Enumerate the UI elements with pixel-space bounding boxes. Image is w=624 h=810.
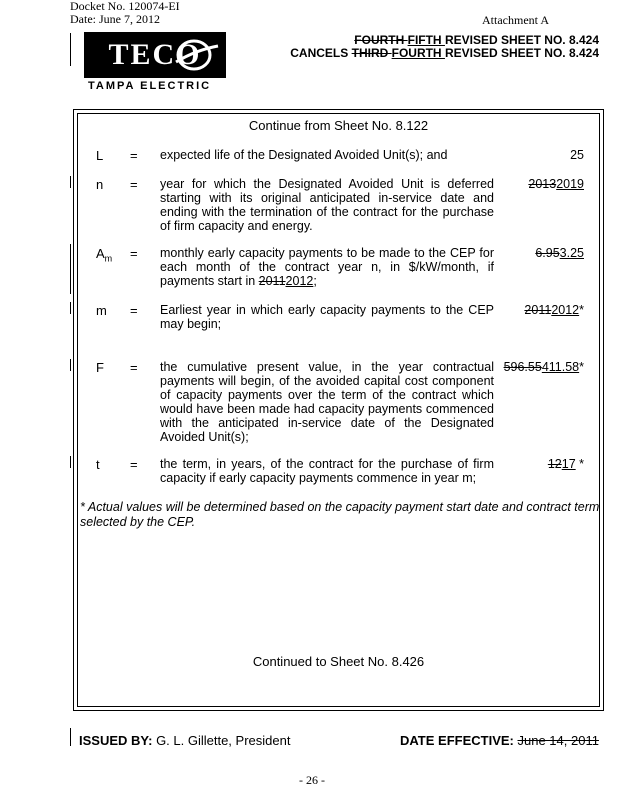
- definition-text-run: monthly early capacity payments to be made to the CEP for each month of the contract year n, in $/kW/month, if payments start in: [160, 246, 494, 288]
- issued-by-label: ISSUED BY:: [79, 733, 153, 748]
- definition-symbol: t: [96, 457, 100, 472]
- docket-date: Date: June 7, 2012: [70, 12, 160, 26]
- definition-value-run: 25: [570, 148, 584, 162]
- docket-header: [70, 0, 180, 26]
- sheet-revision-line-2: [275, 46, 599, 60]
- definition-symbol-subscript: m: [104, 253, 113, 264]
- sheet-revision-line-1: [275, 33, 599, 47]
- definition-value-run: 3.25: [559, 246, 584, 260]
- definition-equals: =: [130, 360, 138, 375]
- definition-equals: =: [130, 177, 138, 192]
- definition-symbol: F: [96, 360, 104, 375]
- sheet-text-run: FOURTH: [354, 33, 408, 47]
- definition-text: [160, 246, 494, 288]
- date-effective-value: June 14, 2011: [517, 733, 599, 748]
- definition-value-run: 2011: [524, 303, 552, 317]
- revision-bar: [70, 302, 71, 314]
- definition-text-run: 2012: [285, 274, 314, 288]
- definition-symbol: m: [96, 303, 107, 318]
- definition-text-run: year for which the Designated Avoided Unit is deferred starting with its original anticipated in-service date and ending with the termination of the contract for the purchase of firm capacity and energy.: [160, 177, 494, 233]
- revision-bar: [70, 728, 71, 746]
- definition-value-run: 2012: [551, 303, 580, 317]
- footnote: * Actual values will be determined based on the capacity payment start date and contract term selected by the CEP.: [80, 500, 600, 529]
- revision-bar: [70, 33, 71, 66]
- revision-bar: [70, 176, 71, 188]
- definition-value: [535, 246, 584, 260]
- definition-value-run: *: [579, 303, 584, 317]
- definition-equals: =: [130, 246, 138, 261]
- definition-equals: =: [130, 303, 138, 318]
- definition-text: [160, 177, 494, 233]
- definition-text: [160, 457, 494, 485]
- revision-bar: [70, 456, 71, 468]
- definition-text-run: ;: [313, 274, 317, 288]
- definition-value-run: 12: [547, 457, 562, 471]
- definition-value-run: *: [579, 360, 584, 374]
- issued-by: [79, 733, 290, 748]
- definition-value-run: *: [575, 457, 584, 471]
- revision-bar: [70, 244, 71, 294]
- definition-value: [548, 457, 584, 471]
- definition-value: [528, 177, 584, 191]
- logo-wordmark: TECO: [108, 38, 202, 71]
- definition-text: [160, 148, 494, 162]
- definition-value-run: 411.58: [541, 360, 580, 374]
- definition-value: [524, 303, 584, 317]
- definition-text-run: expected life of the Designated Avoided Unit(s); and: [160, 148, 448, 162]
- definition-text-run: the cumulative present value, in the year contractual payments will begin, of the avoided capital cost component of capacity payments over the term of the contract which would have been made had capacity payments commenced with the anticipated in-service date of the Designated Avoided Unit(s);: [160, 360, 494, 444]
- company-logo: [84, 32, 226, 78]
- continue-from-label: Continue from Sheet No. 8.122: [248, 118, 429, 133]
- sheet-text-run: REVISED SHEET NO. 8.424: [444, 46, 599, 60]
- definition-value-run: 17: [561, 457, 576, 471]
- sheet-text-run: FOURTH: [391, 46, 445, 60]
- sheet-text-run: REVISED SHEET NO. 8.424: [444, 33, 599, 47]
- definition-value-run: 2013: [528, 177, 557, 191]
- date-effective-label: DATE EFFECTIVE:: [400, 733, 514, 748]
- revision-bar: [70, 359, 71, 371]
- issued-by-value: G. L. Gillette, President: [156, 733, 291, 748]
- definition-value: [570, 148, 584, 162]
- sheet-text-run: FIFTH: [407, 33, 445, 47]
- definition-text: [160, 360, 494, 444]
- definition-symbol: L: [96, 148, 104, 163]
- definition-text-run: the term, in years, of the contract for the purchase of firm capacity if early capacity payments commence in year m;: [160, 457, 494, 485]
- definition-equals: =: [130, 148, 138, 163]
- date-effective: [400, 733, 599, 748]
- attachment-label: Attachment A: [482, 13, 549, 27]
- sheet-text-run: THIRD: [351, 46, 392, 60]
- definition-value: [504, 360, 584, 374]
- definition-text: [160, 303, 494, 331]
- logo-subtitle: TAMPA ELECTRIC: [88, 80, 212, 92]
- definition-symbol: $A_m$: [96, 246, 113, 264]
- sheet-text-run: CANCELS: [290, 46, 352, 60]
- definition-value-run: 2019: [556, 177, 584, 191]
- definition-value-run: 6.95: [535, 246, 560, 260]
- definition-symbol: n: [96, 177, 104, 192]
- definition-equals: =: [130, 457, 138, 472]
- definition-text-run: Earliest year in which early capacity payments to the CEP may begin;: [160, 303, 494, 331]
- page-number: - 26 -: [299, 773, 325, 787]
- logo-swoosh-icon: [84, 32, 226, 78]
- docket-number: Docket No. 120074-EI: [70, 0, 180, 13]
- continued-to-label: Continued to Sheet No. 8.426: [252, 654, 425, 669]
- definition-text-run: 2011: [258, 274, 286, 288]
- definition-value-run: 596.55: [503, 360, 542, 374]
